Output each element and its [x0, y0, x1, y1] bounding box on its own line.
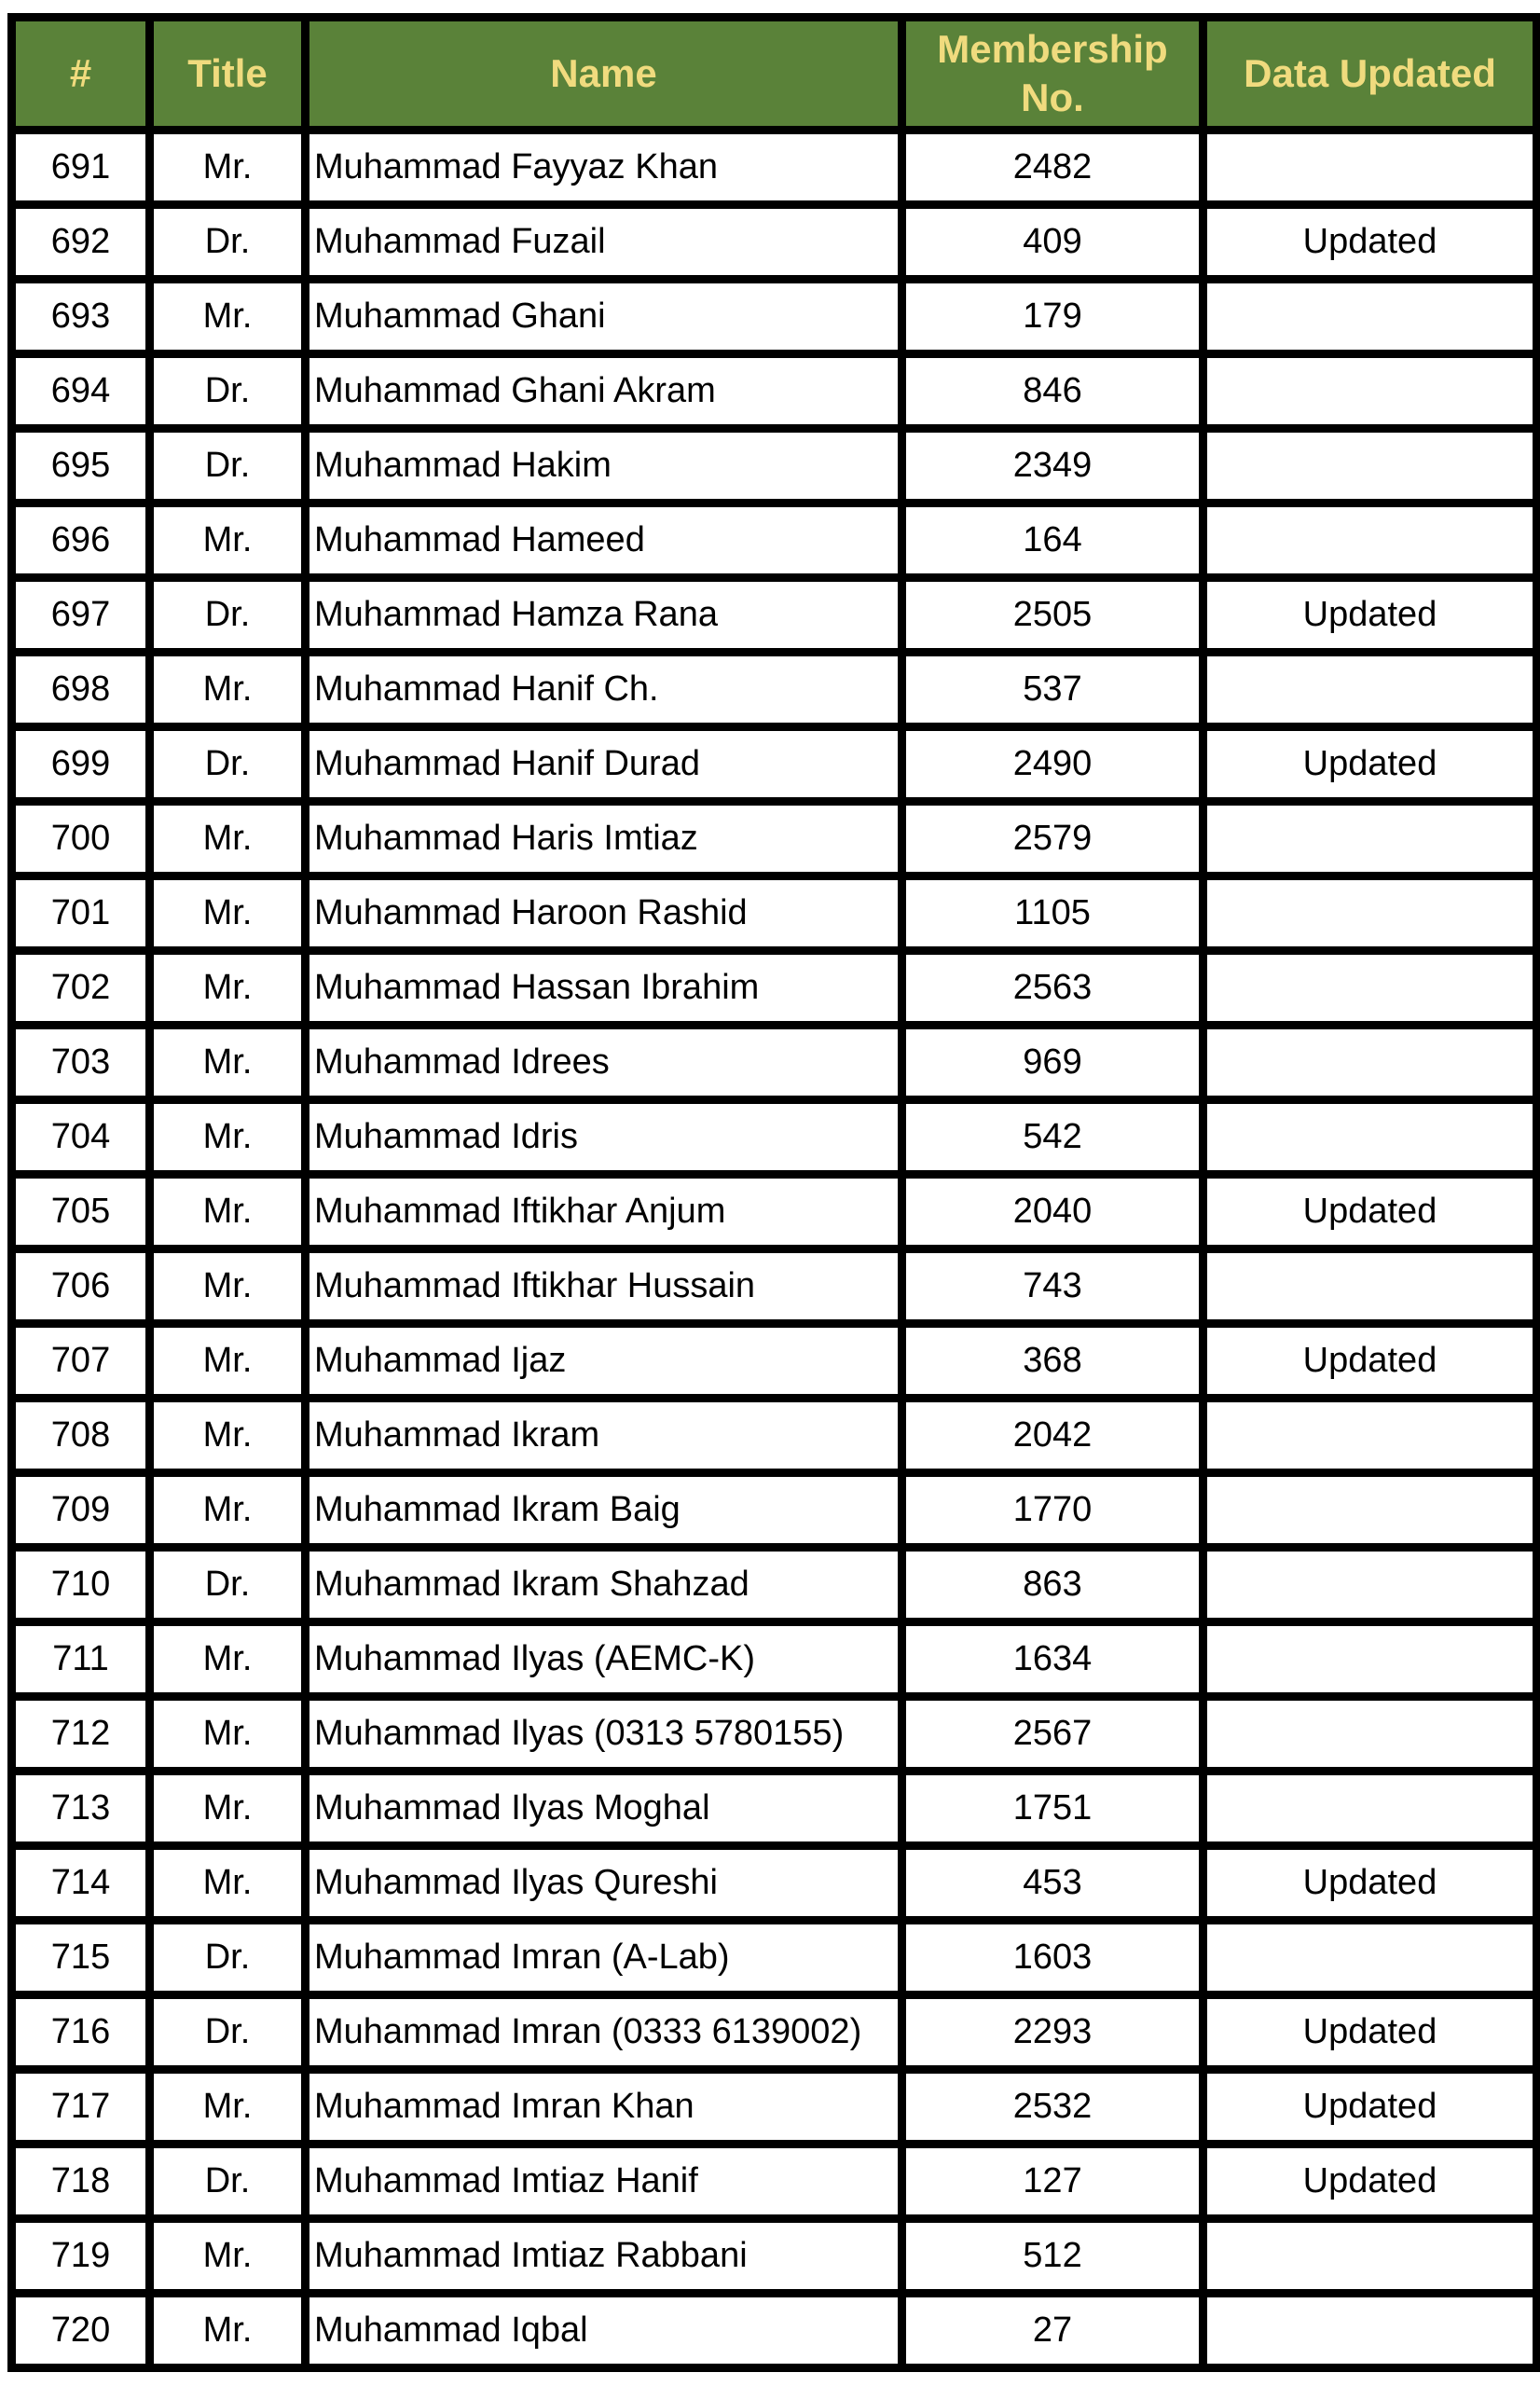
cell-membership-no: 2042	[902, 1399, 1203, 1473]
cell-title: Dr.	[150, 1921, 306, 1995]
cell-title: Mr.	[150, 1100, 306, 1175]
cell-membership-no: 1105	[902, 876, 1203, 951]
cell-name: Muhammad Imtiaz Hanif	[306, 2145, 902, 2219]
cell-data-updated	[1203, 1548, 1537, 1622]
cell-name: Muhammad Ilyas Qureshi	[306, 1846, 902, 1921]
cell-membership-no: 164	[902, 503, 1203, 578]
header-cell-data-updated: Data Updated	[1203, 18, 1537, 131]
cell-num: 719	[12, 2219, 150, 2294]
table-row	[12, 1175, 1537, 1249]
cell-num: 703	[12, 1026, 150, 1100]
cell-data-updated	[1203, 1622, 1537, 1697]
header-row	[12, 18, 1537, 131]
table-row	[12, 1697, 1537, 1772]
cell-membership-no: 2490	[902, 727, 1203, 802]
cell-title: Dr.	[150, 727, 306, 802]
cell-data-updated: Updated	[1203, 1846, 1537, 1921]
cell-data-updated	[1203, 280, 1537, 354]
cell-membership-no: 863	[902, 1548, 1203, 1622]
cell-title: Dr.	[150, 1995, 306, 2070]
table-row	[12, 2145, 1537, 2219]
cell-name: Muhammad Imran (A-Lab)	[306, 1921, 902, 1995]
cell-data-updated: Updated	[1203, 1324, 1537, 1399]
cell-title: Mr.	[150, 280, 306, 354]
cell-name: Muhammad Ilyas (AEMC-K)	[306, 1622, 902, 1697]
cell-name: Muhammad Ijaz	[306, 1324, 902, 1399]
cell-num: 700	[12, 802, 150, 876]
cell-name: Muhammad Ikram Shahzad	[306, 1548, 902, 1622]
cell-title: Mr.	[150, 503, 306, 578]
cell-data-updated	[1203, 1921, 1537, 1995]
cell-title: Mr.	[150, 1846, 306, 1921]
cell-name: Muhammad Hameed	[306, 503, 902, 578]
cell-name: Muhammad Haris Imtiaz	[306, 802, 902, 876]
cell-name: Muhammad Iftikhar Anjum	[306, 1175, 902, 1249]
table-row	[12, 1622, 1537, 1697]
cell-title: Mr.	[150, 1399, 306, 1473]
cell-name: Muhammad Hassan Ibrahim	[306, 951, 902, 1026]
cell-membership-no: 2482	[902, 131, 1203, 205]
cell-name: Muhammad Iftikhar Hussain	[306, 1249, 902, 1324]
cell-data-updated	[1203, 131, 1537, 205]
cell-title: Mr.	[150, 802, 306, 876]
cell-num: 720	[12, 2294, 150, 2368]
table-row	[12, 1772, 1537, 1846]
header-cell-title: Title	[150, 18, 306, 131]
cell-name: Muhammad Ikram Baig	[306, 1473, 902, 1548]
cell-title: Mr.	[150, 1026, 306, 1100]
cell-membership-no: 2040	[902, 1175, 1203, 1249]
cell-data-updated: Updated	[1203, 2070, 1537, 2145]
cell-data-updated	[1203, 876, 1537, 951]
cell-num: 713	[12, 1772, 150, 1846]
cell-num: 701	[12, 876, 150, 951]
cell-data-updated	[1203, 1249, 1537, 1324]
table-row	[12, 1846, 1537, 1921]
cell-num: 695	[12, 429, 150, 503]
cell-num: 698	[12, 653, 150, 727]
table-row	[12, 205, 1537, 280]
cell-data-updated	[1203, 1399, 1537, 1473]
cell-title: Mr.	[150, 876, 306, 951]
table-row	[12, 2294, 1537, 2368]
cell-membership-no: 743	[902, 1249, 1203, 1324]
cell-name: Muhammad Ikram	[306, 1399, 902, 1473]
cell-membership-no: 1603	[902, 1921, 1203, 1995]
table-row	[12, 1399, 1537, 1473]
cell-num: 697	[12, 578, 150, 653]
table-row	[12, 2070, 1537, 2145]
cell-title: Mr.	[150, 1622, 306, 1697]
cell-num: 708	[12, 1399, 150, 1473]
table-row	[12, 1100, 1537, 1175]
header-cell-membership-no: Membership No.	[902, 18, 1203, 131]
table-row	[12, 802, 1537, 876]
cell-data-updated	[1203, 2294, 1537, 2368]
cell-data-updated: Updated	[1203, 2145, 1537, 2219]
table-row	[12, 578, 1537, 653]
cell-num: 709	[12, 1473, 150, 1548]
cell-membership-no: 2579	[902, 802, 1203, 876]
cell-num: 704	[12, 1100, 150, 1175]
table-row	[12, 354, 1537, 429]
cell-membership-no: 453	[902, 1846, 1203, 1921]
table-row	[12, 1473, 1537, 1548]
cell-data-updated	[1203, 1473, 1537, 1548]
cell-membership-no: 969	[902, 1026, 1203, 1100]
cell-num: 699	[12, 727, 150, 802]
cell-num: 692	[12, 205, 150, 280]
cell-name: Muhammad Ilyas (0313 5780155)	[306, 1697, 902, 1772]
cell-membership-no: 846	[902, 354, 1203, 429]
cell-data-updated	[1203, 802, 1537, 876]
cell-name: Muhammad Idris	[306, 1100, 902, 1175]
cell-membership-no: 2505	[902, 578, 1203, 653]
cell-membership-no: 179	[902, 280, 1203, 354]
cell-membership-no: 542	[902, 1100, 1203, 1175]
cell-membership-no: 2293	[902, 1995, 1203, 2070]
cell-title: Mr.	[150, 2219, 306, 2294]
cell-name: Muhammad Iqbal	[306, 2294, 902, 2368]
cell-title: Mr.	[150, 1249, 306, 1324]
cell-num: 707	[12, 1324, 150, 1399]
cell-membership-no: 27	[902, 2294, 1203, 2368]
cell-num: 696	[12, 503, 150, 578]
cell-title: Dr.	[150, 205, 306, 280]
cell-membership-no: 368	[902, 1324, 1203, 1399]
cell-membership-no: 2563	[902, 951, 1203, 1026]
table-row	[12, 1324, 1537, 1399]
cell-data-updated: Updated	[1203, 727, 1537, 802]
cell-data-updated	[1203, 1772, 1537, 1846]
cell-num: 693	[12, 280, 150, 354]
table-row	[12, 727, 1537, 802]
cell-data-updated	[1203, 503, 1537, 578]
cell-title: Mr.	[150, 1175, 306, 1249]
cell-data-updated: Updated	[1203, 578, 1537, 653]
cell-name: Muhammad Fayyaz Khan	[306, 131, 902, 205]
cell-num: 715	[12, 1921, 150, 1995]
cell-name: Muhammad Haroon Rashid	[306, 876, 902, 951]
table-row	[12, 429, 1537, 503]
member-table-body	[12, 131, 1537, 2368]
cell-title: Mr.	[150, 2070, 306, 2145]
table-row	[12, 280, 1537, 354]
header-cell-num: #	[12, 18, 150, 131]
cell-name: Muhammad Ghani	[306, 280, 902, 354]
table-row	[12, 1249, 1537, 1324]
cell-num: 705	[12, 1175, 150, 1249]
cell-data-updated	[1203, 2219, 1537, 2294]
cell-name: Muhammad Hanif Durad	[306, 727, 902, 802]
cell-name: Muhammad Imran (0333 6139002)	[306, 1995, 902, 2070]
cell-num: 711	[12, 1622, 150, 1697]
cell-name: Muhammad Imran Khan	[306, 2070, 902, 2145]
cell-num: 712	[12, 1697, 150, 1772]
cell-name: Muhammad Hamza Rana	[306, 578, 902, 653]
table-header	[12, 18, 1537, 131]
cell-data-updated	[1203, 951, 1537, 1026]
table-row	[12, 876, 1537, 951]
table-row	[12, 1921, 1537, 1995]
cell-name: Muhammad Hanif Ch.	[306, 653, 902, 727]
cell-data-updated: Updated	[1203, 1995, 1537, 2070]
table-row	[12, 503, 1537, 578]
cell-data-updated	[1203, 1100, 1537, 1175]
cell-data-updated	[1203, 354, 1537, 429]
cell-num: 710	[12, 1548, 150, 1622]
cell-membership-no: 2532	[902, 2070, 1203, 2145]
cell-title: Mr.	[150, 951, 306, 1026]
cell-name: Muhammad Fuzail	[306, 205, 902, 280]
cell-membership-no: 512	[902, 2219, 1203, 2294]
cell-name: Muhammad Ghani Akram	[306, 354, 902, 429]
cell-title: Mr.	[150, 1473, 306, 1548]
cell-num: 691	[12, 131, 150, 205]
cell-membership-no: 2349	[902, 429, 1203, 503]
cell-title: Dr.	[150, 578, 306, 653]
cell-membership-no: 1634	[902, 1622, 1203, 1697]
cell-data-updated	[1203, 429, 1537, 503]
table-row	[12, 2219, 1537, 2294]
cell-membership-no: 1751	[902, 1772, 1203, 1846]
cell-name: Muhammad Imtiaz Rabbani	[306, 2219, 902, 2294]
cell-title: Dr.	[150, 429, 306, 503]
cell-title: Mr.	[150, 1697, 306, 1772]
cell-title: Dr.	[150, 2145, 306, 2219]
cell-membership-no: 409	[902, 205, 1203, 280]
cell-title: Mr.	[150, 653, 306, 727]
table-row	[12, 1026, 1537, 1100]
cell-membership-no: 1770	[902, 1473, 1203, 1548]
cell-title: Mr.	[150, 1772, 306, 1846]
cell-num: 694	[12, 354, 150, 429]
cell-num: 716	[12, 1995, 150, 2070]
cell-membership-no: 537	[902, 653, 1203, 727]
cell-name: Muhammad Hakim	[306, 429, 902, 503]
membership-table	[7, 13, 1540, 2372]
table-row	[12, 653, 1537, 727]
cell-num: 702	[12, 951, 150, 1026]
cell-name: Muhammad Idrees	[306, 1026, 902, 1100]
cell-num: 714	[12, 1846, 150, 1921]
cell-title: Mr.	[150, 131, 306, 205]
cell-data-updated: Updated	[1203, 205, 1537, 280]
header-cell-name: Name	[306, 18, 902, 131]
cell-data-updated	[1203, 1026, 1537, 1100]
cell-membership-no: 127	[902, 2145, 1203, 2219]
cell-title: Mr.	[150, 2294, 306, 2368]
cell-title: Dr.	[150, 354, 306, 429]
cell-membership-no: 2567	[902, 1697, 1203, 1772]
table-row	[12, 1995, 1537, 2070]
cell-title: Mr.	[150, 1324, 306, 1399]
cell-title: Dr.	[150, 1548, 306, 1622]
cell-num: 718	[12, 2145, 150, 2219]
table-row	[12, 1548, 1537, 1622]
table-row	[12, 951, 1537, 1026]
table-row	[12, 131, 1537, 205]
cell-num: 706	[12, 1249, 150, 1324]
cell-data-updated	[1203, 1697, 1537, 1772]
cell-data-updated: Updated	[1203, 1175, 1537, 1249]
cell-num: 717	[12, 2070, 150, 2145]
cell-name: Muhammad Ilyas Moghal	[306, 1772, 902, 1846]
cell-data-updated	[1203, 653, 1537, 727]
